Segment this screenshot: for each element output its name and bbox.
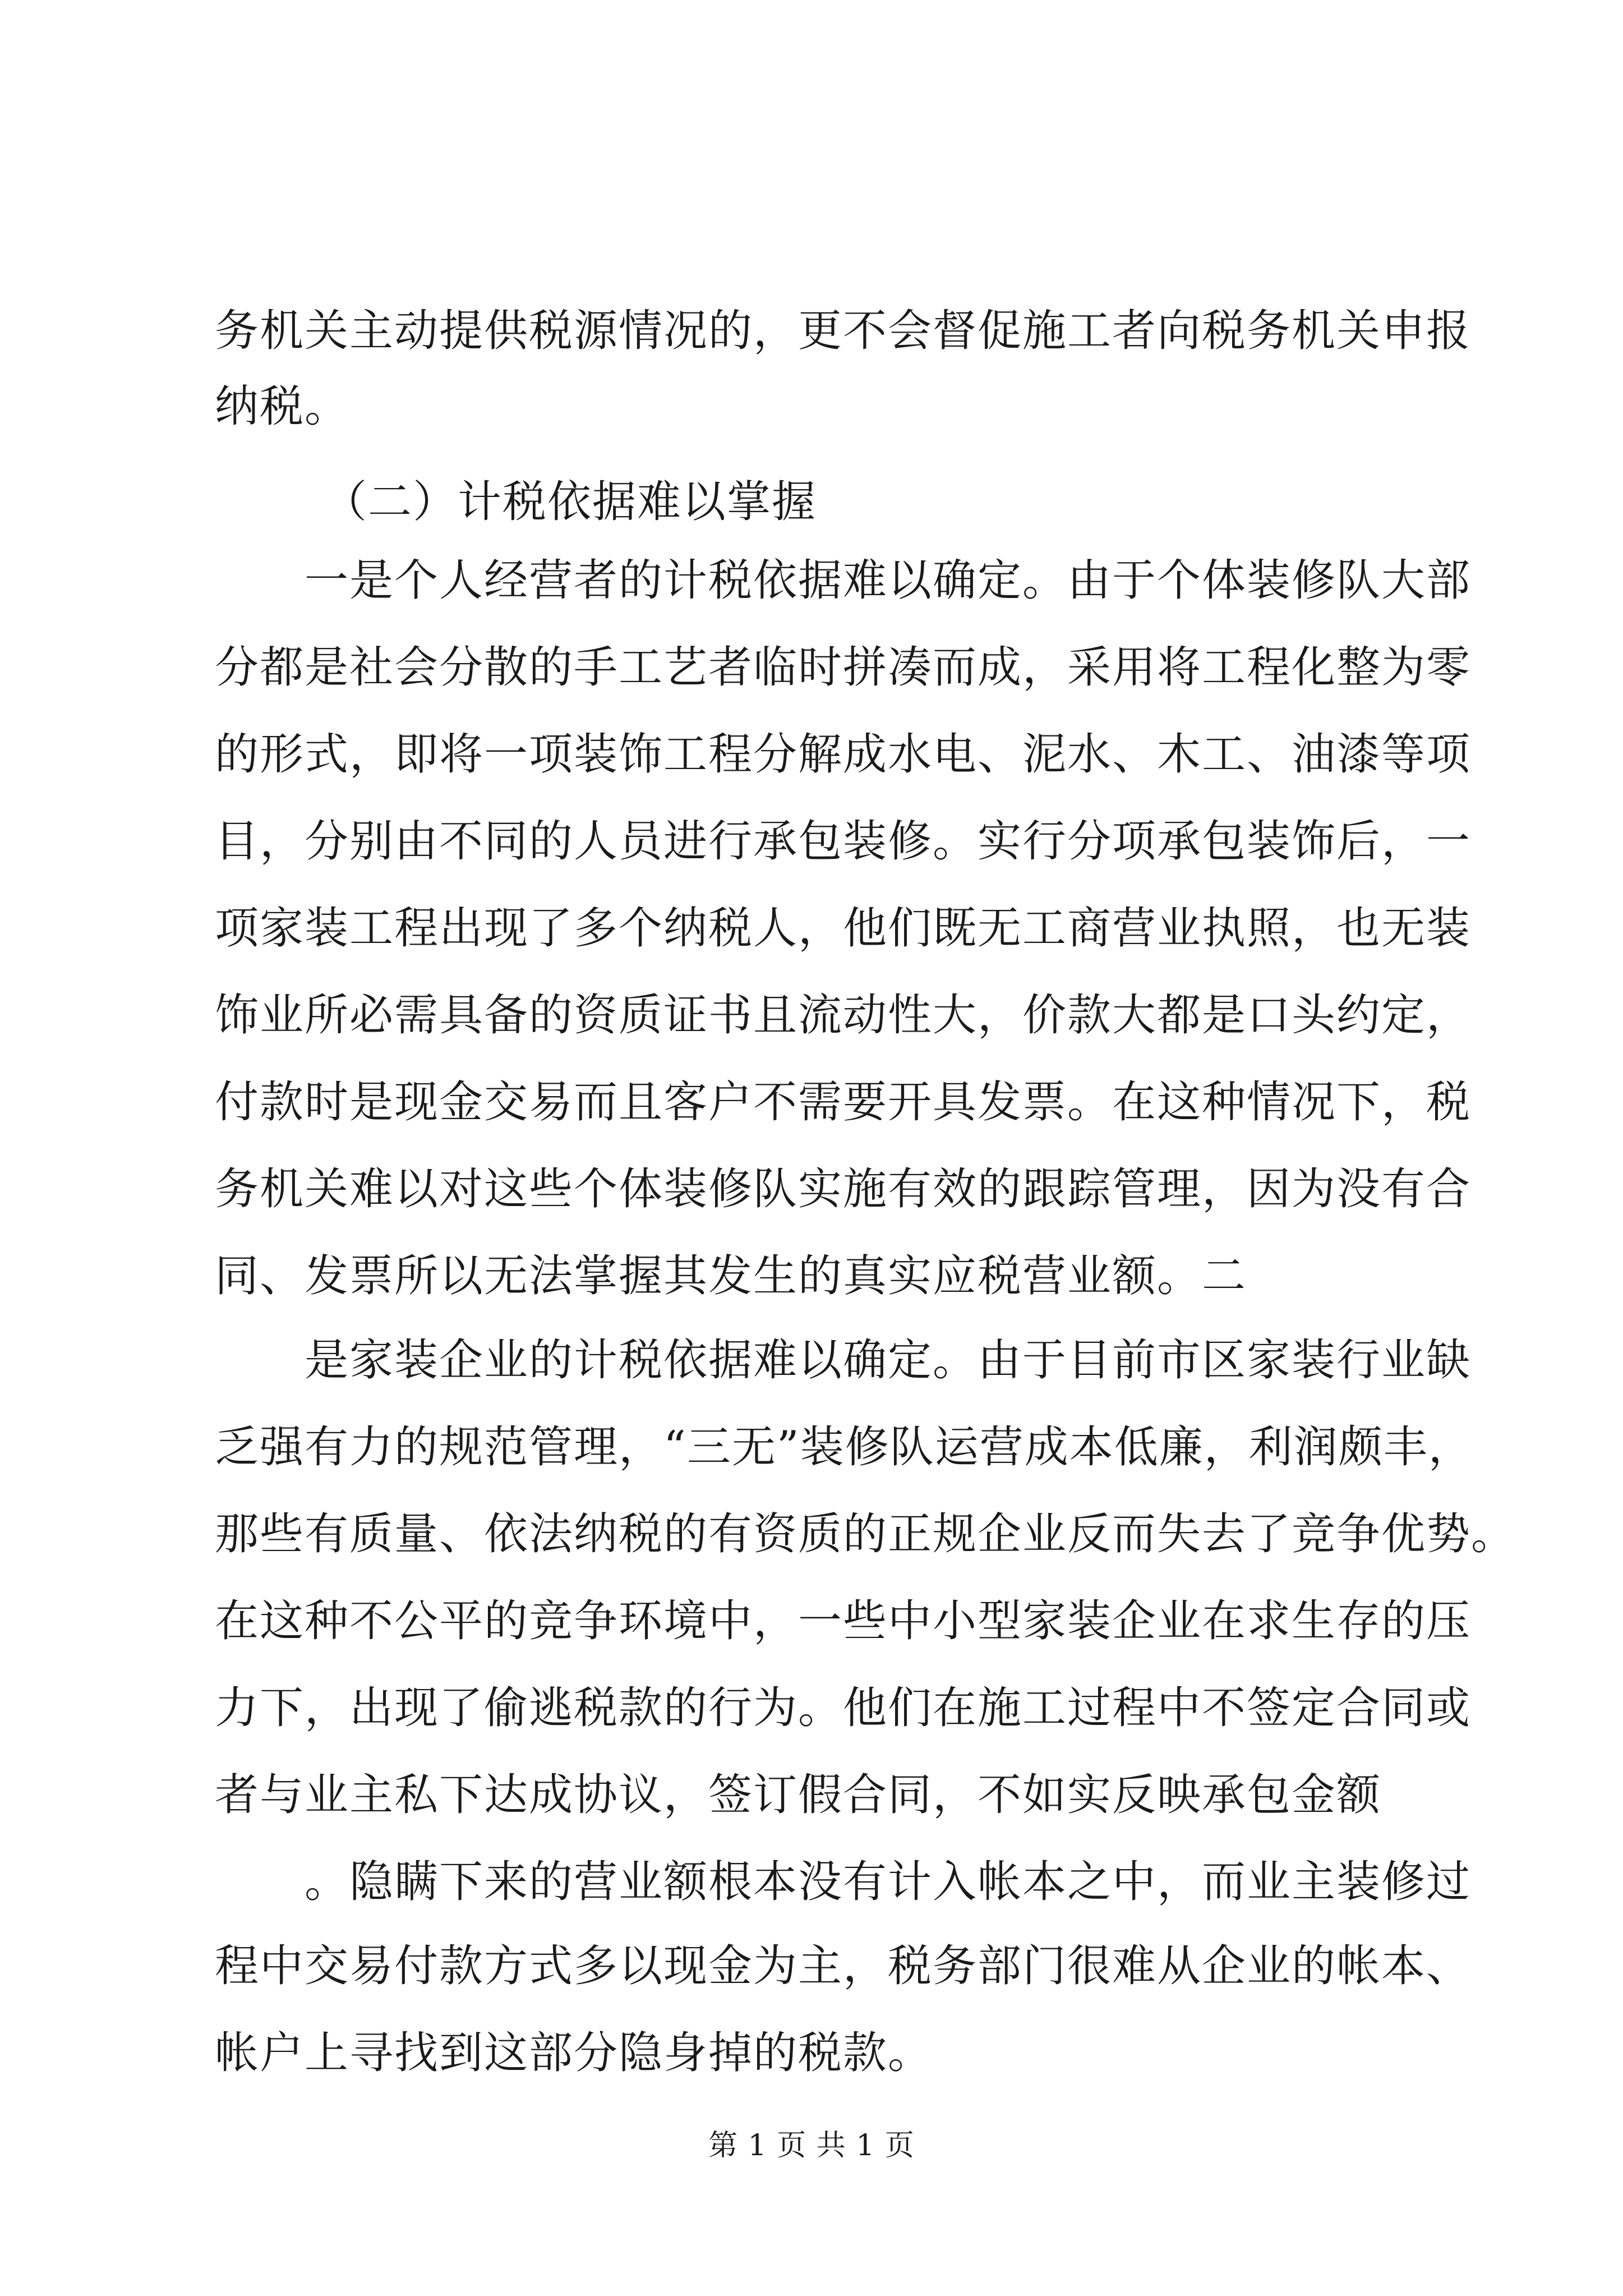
text-line: 项家装工程出现了多个纳税人，他们既无工商营业执照，也无装 [215, 903, 1472, 954]
text-line: 帐户上寻找到这部分隐身掉的税款。 [215, 2028, 933, 2078]
text-line: 目，分别由不同的人员进行承包装修。实行分项承包装饰后，一 [215, 816, 1472, 867]
section-heading: （二）计税依据难以掌握 [323, 477, 817, 527]
text-line: 分都是社会分散的手工艺者临时拼凑而成，采用将工程化整为零 [215, 642, 1472, 693]
text-line: 。隐瞒下来的营业额根本没有计入帐本之中，而业主装修过 [305, 1857, 1472, 1907]
text-line: 同、发票所以无法掌握其发生的真实应税营业额。二 [215, 1251, 1247, 1301]
text-line: 力下，出现了偷逃税款的行为。他们在施工过程中不签定合同或 [215, 1683, 1472, 1733]
text-line: 纳税。 [215, 381, 350, 432]
text-line: 的形式，即将一项装饰工程分解成水电、泥水、木工、油漆等项 [215, 729, 1472, 780]
text-line: 是家装企业的计税依据难以确定。由于目前市区家装行业缺 [305, 1335, 1472, 1386]
page-number-footer: 第 1 页 共 1 页 [708, 2129, 915, 2162]
text-line: 程中交易付款方式多以现金为主，税务部门很难从企业的帐本、 [215, 1941, 1472, 1991]
text-line: 饰业所必需具备的资质证书且流动性大，价款大都是口头约定， [215, 990, 1472, 1041]
text-line: 者与业主私下达成协议，签订假合同，不如实反映承包金额 [215, 1770, 1382, 1820]
text-line: 务机关主动提供税源情况的，更不会督促施工者向税务机关申报 [215, 306, 1472, 356]
text-line: 在这种不公平的竞争环境中，一些中小型家装企业在求生存的压 [215, 1596, 1472, 1646]
text-line: 务机关难以对这些个体装修队实施有效的跟踪管理，因为没有合 [215, 1164, 1472, 1214]
text-line: 一是个人经营者的计税依据难以确定。由于个体装修队大部 [305, 555, 1472, 606]
text-line: 那些有质量、依法纳税的有资质的正规企业反而失去了竞争优势。 [215, 1509, 1516, 1559]
text-line: 乏强有力的规范管理，“三无”装修队运营成本低廉，利润颇丰， [215, 1422, 1473, 1473]
text-line: 付款时是现金交易而且客户不需要开具发票。在这种情况下，税 [215, 1077, 1472, 1128]
